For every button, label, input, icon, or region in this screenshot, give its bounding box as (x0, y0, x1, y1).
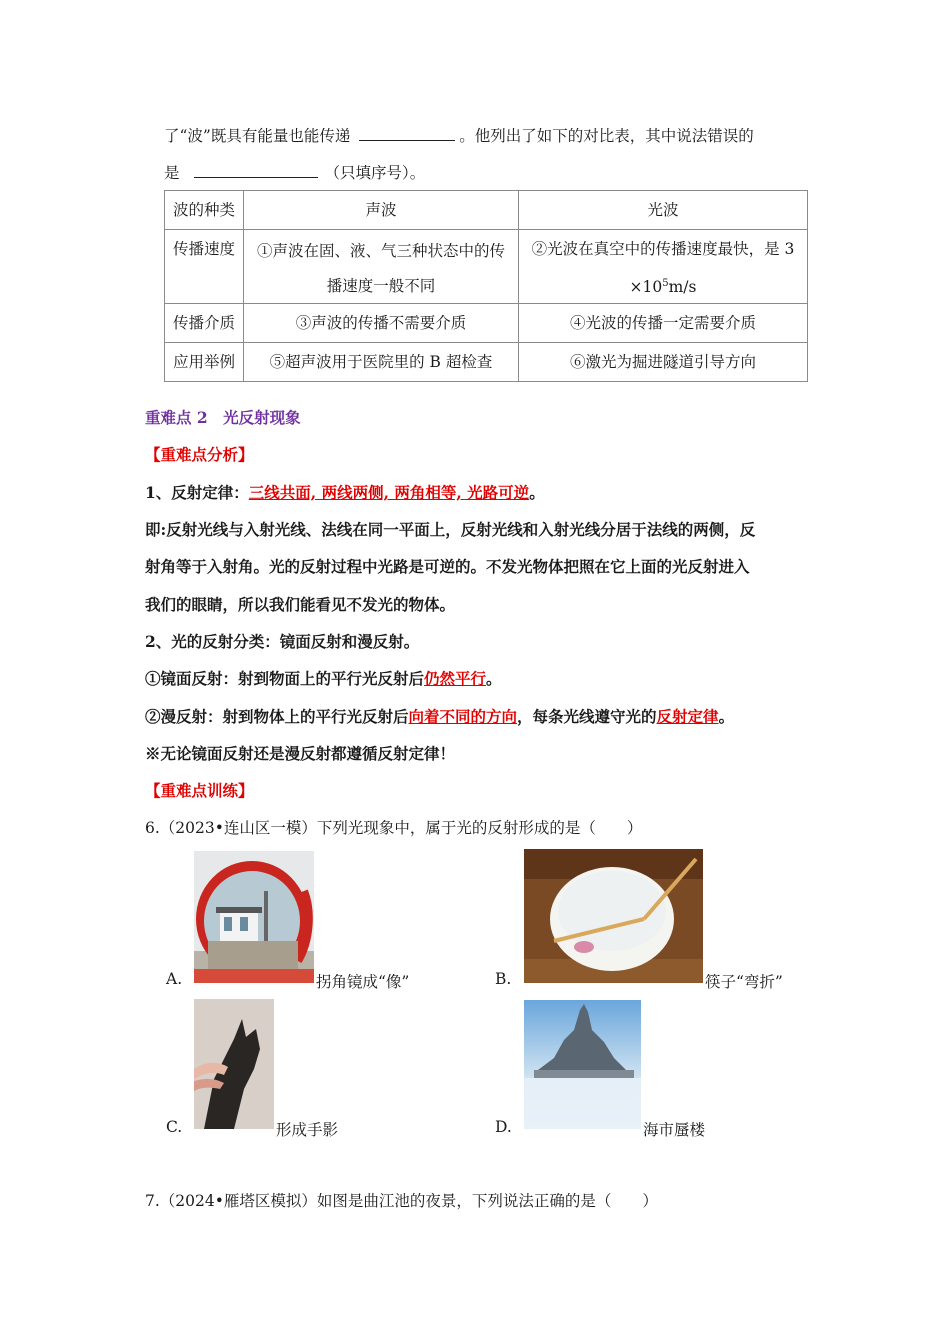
chopstick-bowl-image (524, 849, 703, 983)
explanation-line: 射角等于入射角。光的反射过程中光路是可逆的。不发光物体把照在它上面的光反射进入 (145, 557, 750, 576)
option-d-text: 海市蜃楼 (643, 1121, 706, 1139)
table-row-label: 应用举例 (165, 343, 244, 382)
table-header-row (165, 191, 808, 230)
table-header-cell: 波的种类 (165, 191, 244, 230)
table-row-label: 传播速度 (165, 230, 244, 304)
mirage-image (524, 1000, 641, 1129)
comparison-table (164, 190, 808, 382)
table-row (165, 230, 808, 304)
option-b-letter[interactable]: B. (495, 970, 512, 988)
specular-keyword: 仍然平行 (424, 669, 487, 688)
diffuse-text: ，每条光线遵守光的 (517, 707, 657, 726)
cell-line: ①声波在固、液、气三种状态中的传 (256, 241, 505, 260)
table-cell-sound (244, 230, 519, 304)
table-cell-sound: ③声波的传播不需要介质 (244, 304, 519, 343)
cell-line (525, 268, 801, 303)
superscript: 5 (662, 278, 669, 289)
diffuse-keyword: 向着不同的方向 (408, 707, 518, 726)
punct: 。 (529, 483, 545, 502)
analysis-heading: 【重难点分析】 (145, 445, 254, 464)
explanation-line: 即:反射光线与入射光线、法线在同一平面上，反射光线和入射光线分居于法线的两侧，反 (145, 520, 756, 539)
diffuse-line (145, 705, 734, 727)
table-cell-light: ⑥激光为掘进隧道引导方向 (519, 343, 808, 382)
diffuse-text: ②漫反射：射到物体上的平行光反射后 (145, 707, 409, 726)
table-cell-sound: ⑤超声波用于医院里的 B 超检查 (244, 343, 519, 382)
q5-line1 (164, 124, 754, 146)
specular-line (145, 667, 502, 689)
punct: 。 (486, 669, 502, 688)
q5-line1-b: 。他列出了如下的对比表，其中说法错误的 (459, 127, 754, 145)
option-a-letter[interactable]: A. (166, 970, 183, 988)
q5-line2-b: （只填序号）。 (324, 164, 426, 182)
option-a-text: 拐角镜成“像” (316, 973, 410, 991)
classification-line: 2、光的反射分类：镜面反射和漫反射。 (145, 632, 420, 651)
cell-line: 播速度一般不同 (326, 276, 436, 295)
cell-text: ×10 (629, 278, 663, 297)
table-row (165, 304, 808, 343)
q5-line2 (164, 161, 425, 183)
table-header-cell: 声波 (244, 191, 519, 230)
cell-line: ②光波在真空中的传播速度最快，是 3 (531, 240, 795, 258)
table-row-label: 传播介质 (165, 304, 244, 343)
option-c-letter[interactable]: C. (166, 1118, 183, 1136)
option-c-text: 形成手影 (276, 1121, 339, 1139)
table-row (165, 343, 808, 382)
table-header-cell: 光波 (519, 191, 808, 230)
specular-text: ①镜面反射：射到物面上的平行光反射后 (145, 669, 425, 688)
q7-stem: 7.（2024•雁塔区模拟）如图是曲江池的夜景，下列说法正确的是（ ） (145, 1192, 658, 1210)
cell-text: m/s (668, 278, 697, 297)
law-paragraph (145, 481, 545, 503)
training-heading: 【重难点训练】 (145, 781, 254, 800)
punct: 。 (718, 707, 735, 726)
hand-shadow-image (194, 999, 274, 1129)
diffuse-keyword: 反射定律 (656, 707, 719, 726)
q6-stem: 6.（2023•连山区一模）下列光现象中，属于光的反射形成的是（ ） (145, 819, 643, 837)
convex-mirror-image (194, 851, 314, 983)
law-keywords: 三线共面, 两线两侧, 两角相等, 光路可逆 (248, 483, 530, 502)
answer-blank-1[interactable] (359, 126, 455, 141)
table-cell-light: ④光波的传播一定需要介质 (519, 304, 808, 343)
law-label: 1、反射定律： (145, 483, 249, 502)
note-line: ※无论镜面反射还是漫反射都遵循反射定律！ (145, 744, 456, 763)
section-title: 重难点 2 光反射现象 (145, 408, 301, 427)
table-cell-light (519, 230, 808, 304)
explanation-line: 我们的眼睛，所以我们能看见不发光的物体。 (145, 595, 456, 614)
q5-line1-a: 了“波”既具有能量也能传递 (164, 127, 351, 145)
q5-line2-a: 是 (164, 164, 180, 182)
option-b-text: 筷子“弯折” (705, 973, 783, 991)
option-d-letter[interactable]: D. (495, 1118, 512, 1136)
answer-blank-2[interactable] (194, 163, 318, 178)
